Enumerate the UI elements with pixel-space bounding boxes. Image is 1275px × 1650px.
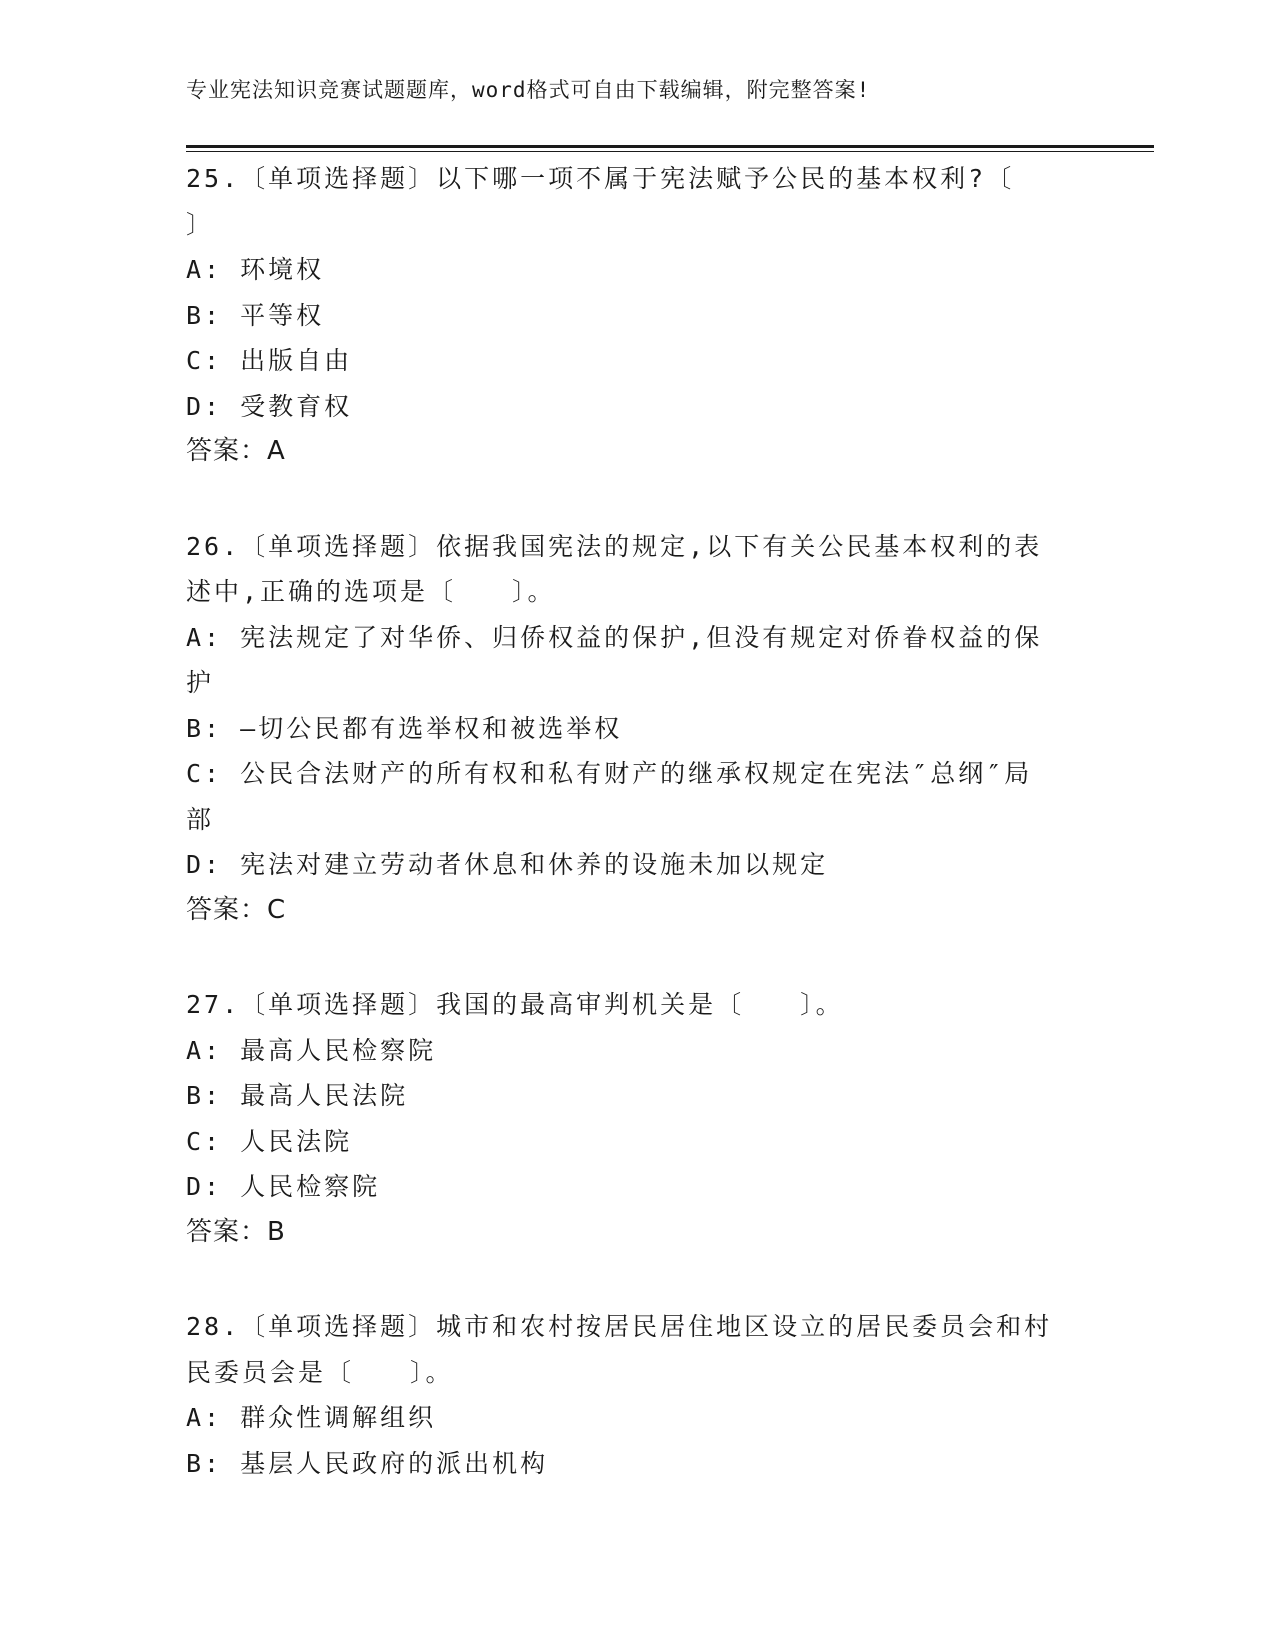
question-block — [186, 982, 1086, 1255]
page-header: 专业宪法知识竞赛试题题库，word格式可自由下载编辑，附完整答案! — [186, 78, 871, 102]
option-line: 护 — [186, 668, 215, 697]
option-line: C: 出版自由 — [186, 346, 353, 375]
answer-line: 答案：C — [186, 894, 287, 925]
option-line: D: 人民检察院 — [186, 1172, 381, 1201]
option-line: D: 受教育权 — [186, 391, 353, 421]
question-stem-line: 27.〔单项选择题〕我国的最高审判机关是〔 〕。 — [186, 990, 844, 1019]
option-line: A: 群众性调解组织 — [186, 1403, 437, 1432]
option-line: C: 公民合法财产的所有权和私有财产的继承权规定在宪法″总纲″局 — [186, 759, 1033, 788]
option-line: D: 宪法对建立劳动者休息和休养的设施未加以规定 — [186, 850, 829, 879]
header-rule-thick — [186, 145, 1154, 148]
option-line: C: 人民法院 — [186, 1126, 353, 1156]
option-line: B: 基层人民政府的派出机构 — [186, 1448, 549, 1478]
question-stem-line: 25.〔单项选择题〕以下哪一项不属于宪法赋予公民的基本权利?〔 — [186, 164, 1015, 193]
question-list — [186, 156, 1086, 1535]
option-line: A: 环境权 — [186, 255, 325, 284]
question-block — [186, 524, 1086, 934]
question-block — [186, 156, 1086, 475]
option-line: A: 宪法规定了对华侨、归侨权益的保护,但没有规定对侨眷权益的保 — [186, 622, 1043, 652]
option-line: B: 平等权 — [186, 300, 325, 330]
answer-line: 答案：B — [186, 1216, 286, 1247]
question-stem-line: 〕 — [186, 209, 215, 239]
answer-line: 答案：A — [186, 436, 286, 466]
option-line: B: 最高人民法院 — [186, 1081, 409, 1110]
question-stem-line: 民委员会是〔 〕。 — [186, 1357, 454, 1387]
question-stem-line: 26.〔单项选择题〕依据我国宪法的规定,以下有关公民基本权利的表 — [186, 531, 1043, 561]
question-stem-line: 述中,正确的选项是〔 〕。 — [186, 577, 556, 606]
option-line: B: —切公民都有选举权和被选举权 — [186, 713, 623, 743]
header-rule-thin — [186, 151, 1154, 152]
option-line: A: 最高人民检察院 — [186, 1035, 437, 1065]
question-stem-line: 28.〔单项选择题〕城市和农村按居民居住地区设立的居民委员会和村 — [186, 1312, 1053, 1341]
option-line: 部 — [186, 804, 215, 834]
question-block — [186, 1304, 1086, 1486]
